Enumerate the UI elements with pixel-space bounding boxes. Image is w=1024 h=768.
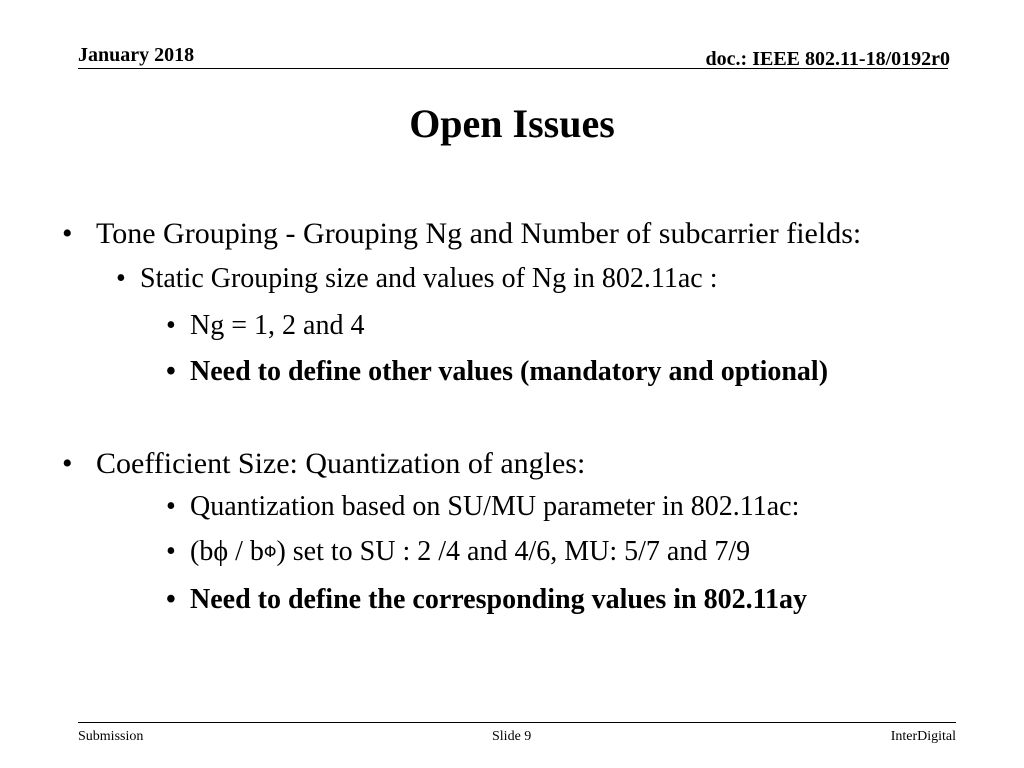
header-doc-id: doc.: IEEE 802.11-18/0192r0 [705, 48, 950, 70]
bullet-text-mid: / b [228, 536, 264, 567]
bullet-need-define-ay [166, 585, 807, 616]
bullet-text: Coefficient Size: Quantization of angles: [96, 447, 586, 480]
bullet-dot: • [166, 491, 176, 522]
bullet-text: Tone Grouping - Grouping Ng and Number of subcarrier fields: [96, 217, 862, 250]
bullet-dot: • [116, 263, 126, 294]
footer-slide-number: Slide 9 [492, 729, 532, 744]
bullet-tone-grouping [62, 217, 861, 250]
bullet-need-define-values [166, 357, 828, 388]
bullet-dot: • [166, 310, 176, 341]
bullet-text: Need to define the corresponding values in 802.11ay [190, 584, 808, 615]
phi-symbol: ϕ [213, 536, 229, 567]
bullet-text: Static Grouping size and values of Ng in 802.11ac : [140, 263, 718, 294]
bullet-quantization [166, 492, 799, 523]
header-date: January 2018 [78, 44, 195, 66]
bullet-text: Quantization based on SU/MU parameter in 802.11ac: [190, 491, 800, 522]
footer-company: InterDigital [890, 729, 956, 744]
psi-symbol: Φ [263, 542, 277, 561]
bullet-dot: • [166, 356, 176, 387]
bullet-dot: • [166, 584, 176, 615]
bullet-text-rest: ) set to SU : 2 /4 and 4/6, MU: 5/7 and 7/9 [276, 536, 751, 567]
bullet-dot: • [166, 536, 176, 567]
footer-submission: Submission [78, 729, 144, 744]
bullet-text: Need to define other values (mandatory and optional) [190, 356, 829, 387]
header-divider [78, 68, 948, 69]
bullet-ng-values [166, 311, 364, 342]
bullet-text-open: (b [190, 536, 214, 567]
bullet-text: Ng = 1, 2 and 4 [190, 310, 365, 341]
footer-divider [78, 722, 956, 723]
bullet-su-mu-values [166, 537, 750, 568]
bullet-coefficient-size [62, 447, 585, 480]
slide-title: Open Issues [409, 101, 615, 146]
bullet-dot: • [62, 217, 73, 250]
bullet-dot: • [62, 447, 73, 480]
bullet-static-grouping [116, 264, 718, 295]
